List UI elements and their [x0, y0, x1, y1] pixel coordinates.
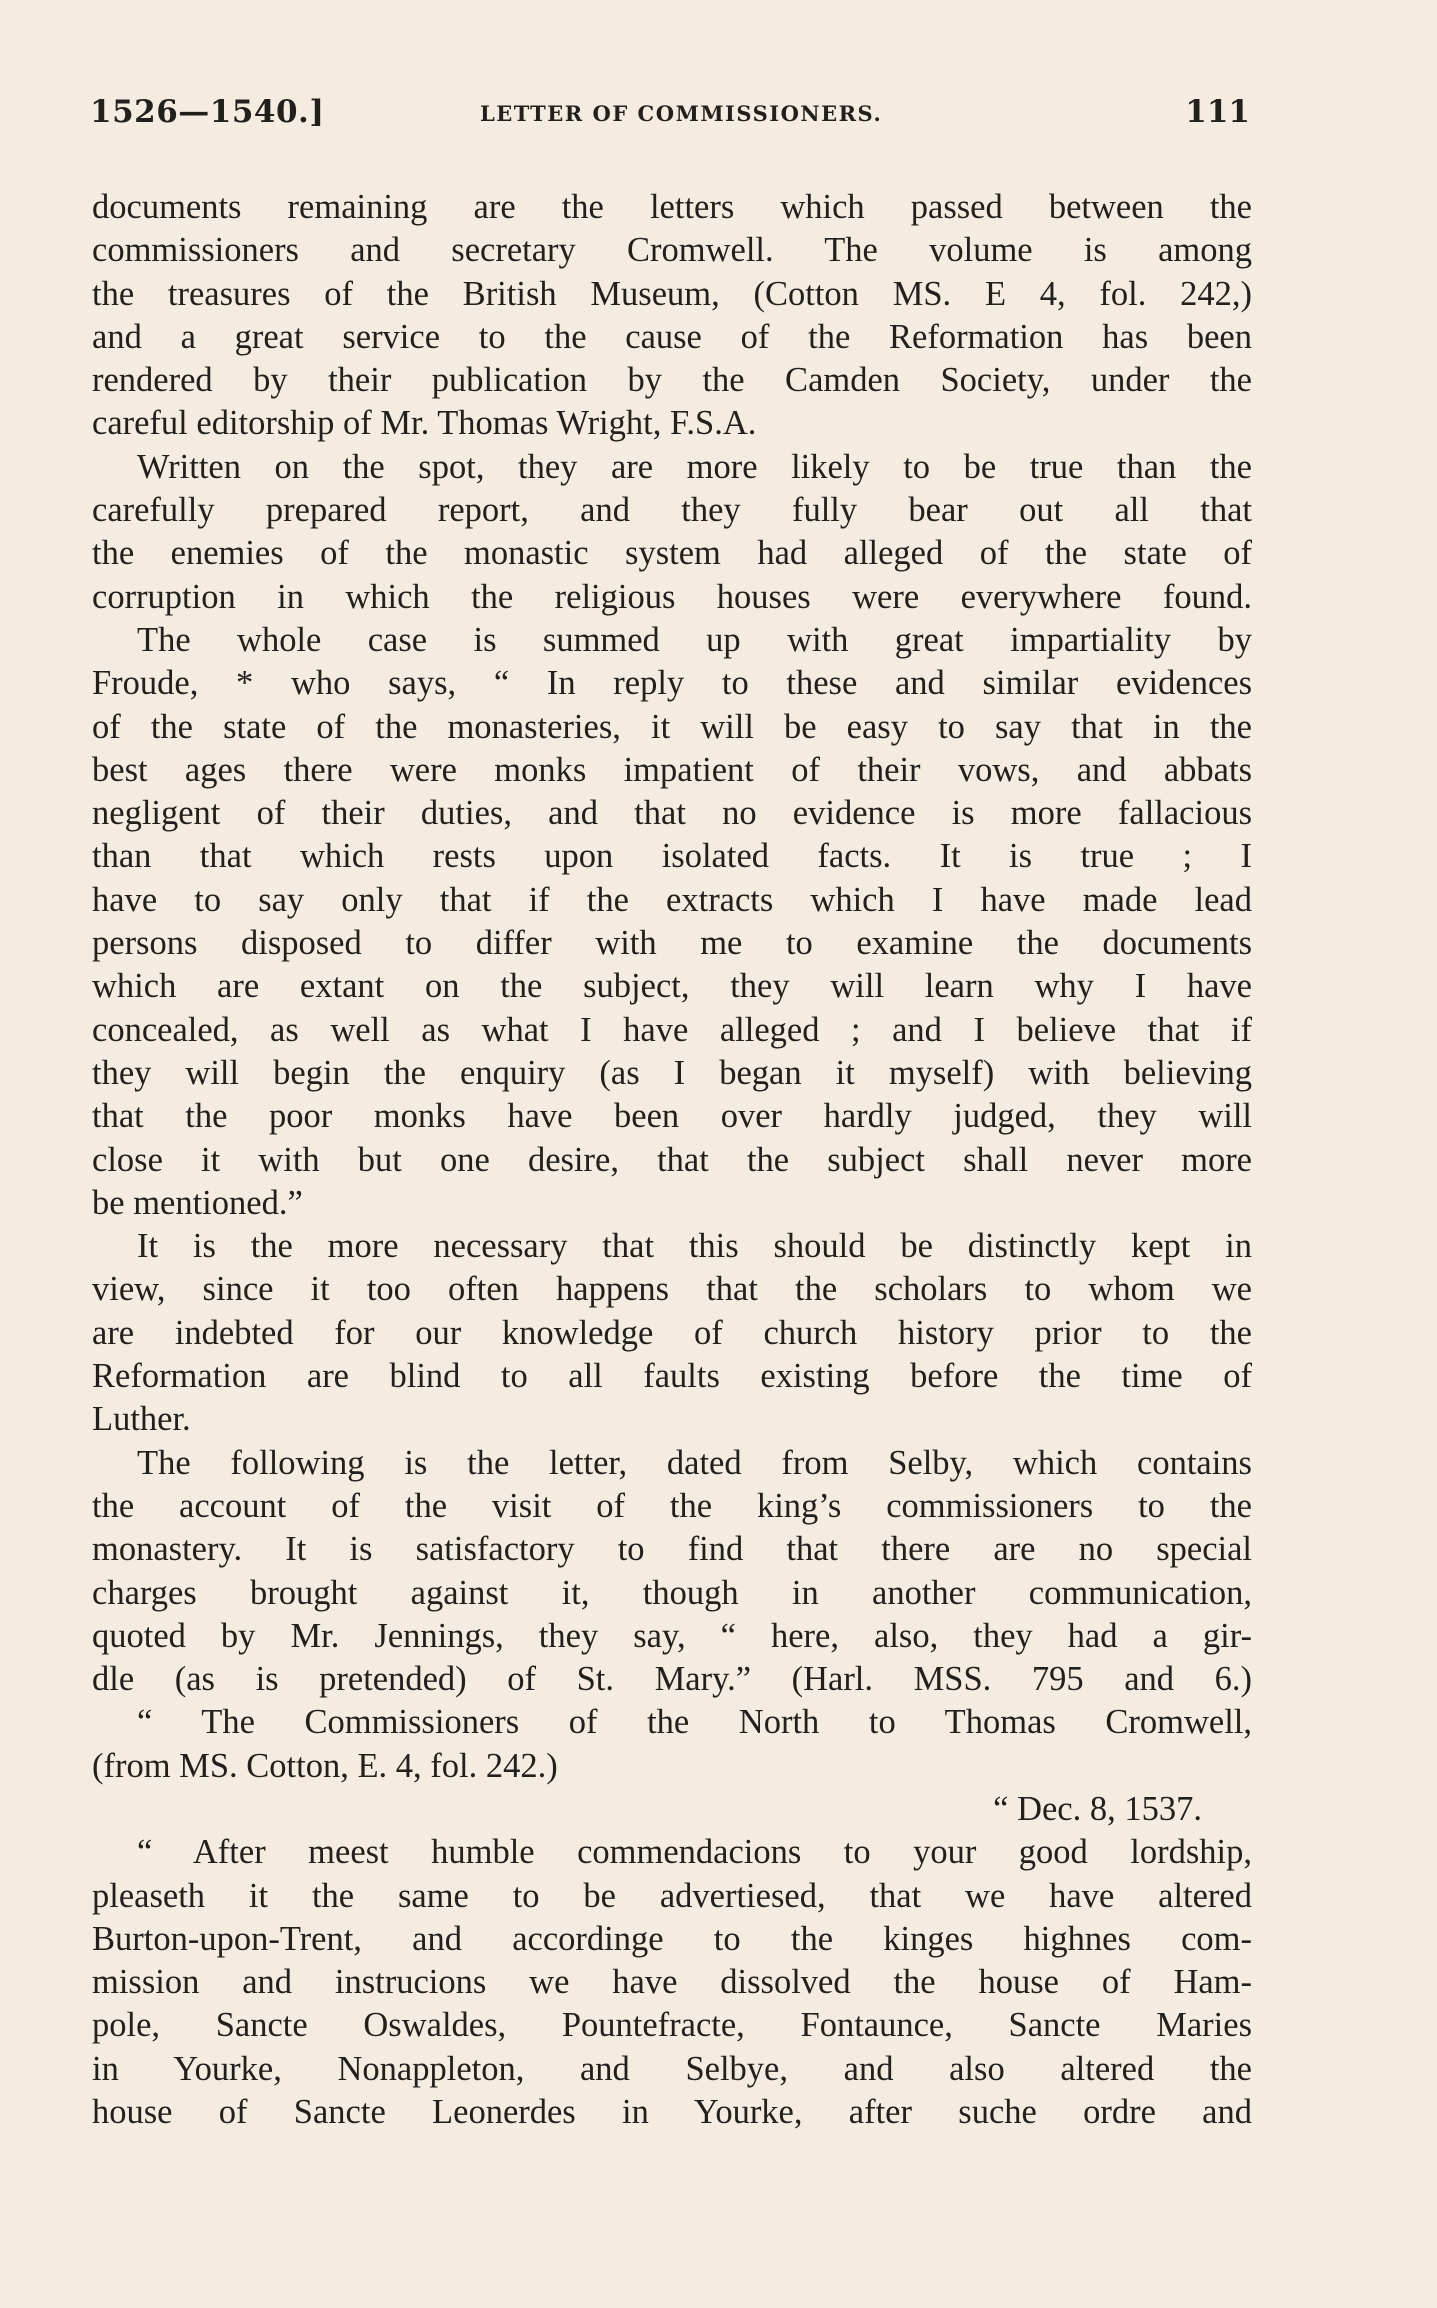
text-line: and a great service to the cause of the Reformation has been — [92, 317, 1252, 356]
text-line: have to say only that if the extracts which I have made lead — [92, 880, 1252, 919]
text-line: Froude, * who says, “ In reply to these and similar evidences — [92, 664, 1252, 703]
text-line: quoted by Mr. Jennings, they say, “ here, also, they had a gir- — [92, 1616, 1252, 1655]
text-line: the account of the visit of the king’s commissioners to the — [92, 1486, 1252, 1525]
text-line: persons disposed to differ with me to examine the documents — [92, 924, 1252, 963]
text-line: house of Sancte Leonerdes in Yourke, after suche ordre and — [92, 2093, 1252, 2132]
text-line: “ The Commissioners of the North to Thomas Cromwell, — [137, 1703, 1252, 1742]
body-text — [92, 186, 1252, 2134]
text-line: pleaseth it the same to be advertiesed, that we have altered — [92, 1876, 1252, 1915]
text-line: they will begin the enquiry (as I began it myself) with believing — [92, 1053, 1252, 1092]
text-line: of the state of the monasteries, it will be easy to say that in the — [92, 707, 1252, 746]
running-header — [90, 94, 1250, 144]
text-line: “ Dec. 8, 1537. — [993, 1789, 1202, 1828]
text-line: The whole case is summed up with great impartiality by — [137, 620, 1252, 659]
text-line: The following is the letter, dated from Selby, which contains — [137, 1443, 1252, 1482]
text-line: close it with but one desire, that the subject shall never more — [92, 1140, 1252, 1179]
text-line: careful editorship of Mr. Thomas Wright, F.S.A. — [92, 404, 757, 443]
text-line: rendered by their publication by the Camden Society, under the — [92, 361, 1252, 400]
text-line: mission and instrucions we have dissolved the house of Ham- — [92, 1963, 1252, 2002]
text-line: than that which rests upon isolated facts. It is true ; I — [92, 837, 1252, 876]
text-line: charges brought against it, though in another communication, — [92, 1573, 1252, 1612]
text-line: “ After meest humble commendacions to your good lordship, — [137, 1833, 1252, 1872]
text-line: best ages there were monks impatient of their vows, and abbats — [92, 750, 1252, 789]
text-line: in Yourke, Nonappleton, and Selbye, and also altered the — [92, 2049, 1252, 2088]
text-line: Luther. — [92, 1400, 191, 1439]
text-line: be mentioned.” — [92, 1183, 303, 1222]
text-line: concealed, as well as what I have alleged ; and I believe that if — [92, 1010, 1252, 1049]
text-line: are indebted for our knowledge of church history prior to the — [92, 1313, 1252, 1352]
text-line: pole, Sancte Oswaldes, Pountefracte, Fontaunce, Sancte Maries — [92, 2006, 1252, 2045]
text-line: It is the more necessary that this should be distinctly kept in — [137, 1227, 1252, 1266]
text-line: corruption in which the religious houses were everywhere found. — [92, 577, 1252, 616]
text-line: negligent of their duties, and that no evidence is more fallacious — [92, 794, 1252, 833]
text-line: Burton-upon-Trent, and accordinge to the kinges highnes com- — [92, 1919, 1252, 1958]
text-line: the treasures of the British Museum, (Cotton MS. E 4, fol. 242,) — [92, 274, 1252, 313]
header-title: LETTER OF COMMISSIONERS. — [480, 101, 883, 126]
text-line: Reformation are blind to all faults existing before the time of — [92, 1357, 1252, 1396]
text-line: documents remaining are the letters which passed between the — [92, 188, 1252, 226]
text-line: view, since it too often happens that the scholars to whom we — [92, 1270, 1252, 1309]
text-line: the enemies of the monastic system had alleged of the state of — [92, 534, 1252, 573]
text-line: Written on the spot, they are more likely to be true than the — [137, 447, 1252, 486]
text-line: that the poor monks have been over hardly judged, they will — [92, 1097, 1252, 1136]
text-line: dle (as is pretended) of St. Mary.” (Harl. MSS. 795 and 6.) — [92, 1660, 1252, 1699]
text-line: monastery. It is satisfactory to find that there are no special — [92, 1530, 1252, 1569]
text-line: (from MS. Cotton, E. 4, fol. 242.) — [92, 1746, 558, 1785]
page-number: 111 — [1185, 94, 1250, 130]
text-line: carefully prepared report, and they fully bear out all that — [92, 491, 1252, 530]
header-years: 1526—1540.] — [90, 94, 325, 130]
text-line: commissioners and secretary Cromwell. The volume is among — [92, 231, 1252, 270]
text-line: which are extant on the subject, they will learn why I have — [92, 967, 1252, 1006]
